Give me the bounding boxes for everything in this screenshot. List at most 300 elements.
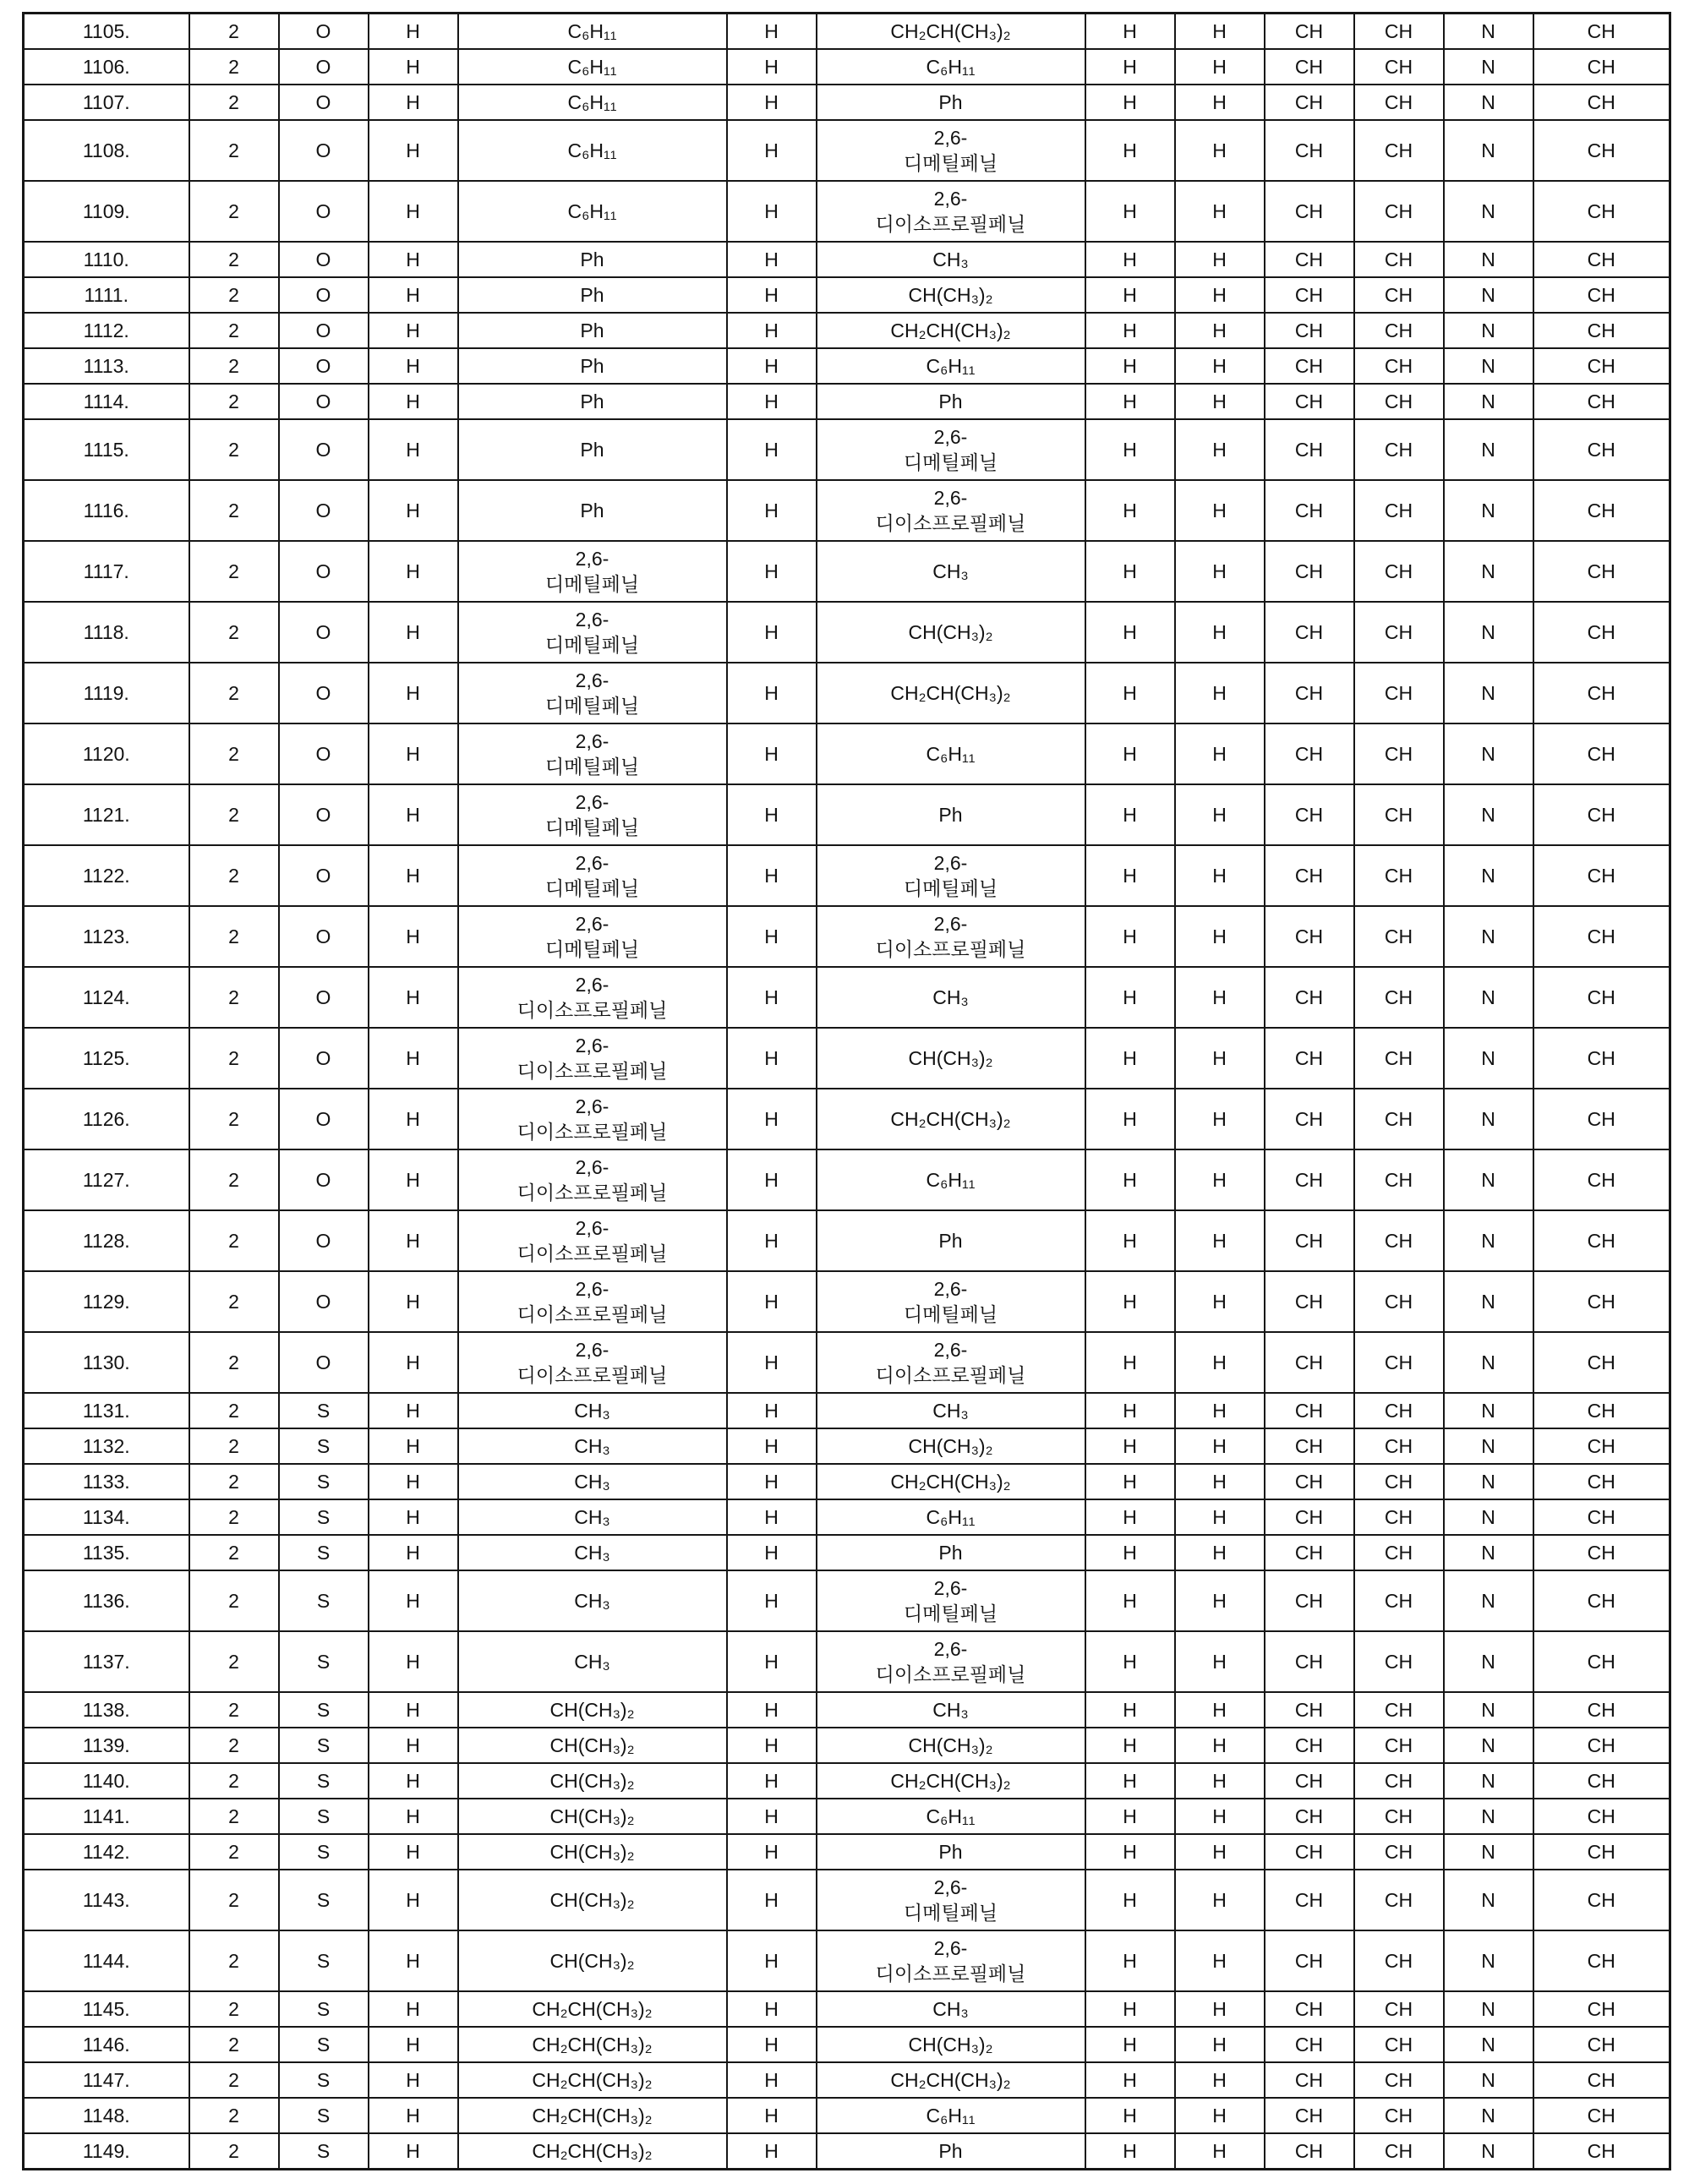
table-cell: H (1085, 541, 1175, 602)
table-cell: H (1175, 1428, 1265, 1464)
table-cell: CH (1533, 845, 1670, 906)
table-row (24, 2098, 1670, 2133)
table-cell: CH (1533, 480, 1670, 541)
table-cell: N (1444, 419, 1533, 480)
table-cell: 2 (189, 348, 279, 384)
table-cell: H (369, 663, 458, 723)
table-cell: 2,6- 디이소프로필페닐 (458, 1210, 727, 1271)
table-cell: H (727, 845, 817, 906)
table-cell: CH (1354, 1763, 1444, 1799)
table-cell: CH (1265, 348, 1354, 384)
table-cell: H (1175, 1799, 1265, 1834)
table-cell: H (1085, 1149, 1175, 1210)
table-cell: 2 (189, 85, 279, 120)
table-cell: N (1444, 906, 1533, 967)
row-number-cell: 1124. (24, 967, 189, 1028)
table-cell: CH₂CH(CH₃)₂ (817, 1089, 1085, 1149)
table-cell: H (1175, 419, 1265, 480)
table-cell: CH₃ (458, 1499, 727, 1535)
table-cell: H (727, 2133, 817, 2170)
table-cell: H (369, 541, 458, 602)
table-cell: H (1085, 1991, 1175, 2027)
table-cell: CH (1265, 1499, 1354, 1535)
table-cell: H (727, 14, 817, 50)
table-cell: 2,6- 디이소프로필페닐 (458, 1028, 727, 1089)
table-cell: Ph (458, 480, 727, 541)
table-cell: O (279, 967, 369, 1028)
row-number-cell: 1117. (24, 541, 189, 602)
table-cell: CH (1533, 181, 1670, 242)
table-cell: C₆H₁₁ (817, 1799, 1085, 1834)
table-cell: N (1444, 14, 1533, 50)
row-number-cell: 1146. (24, 2027, 189, 2062)
table-row (24, 277, 1670, 313)
table-row (24, 1393, 1670, 1428)
table-cell: H (1175, 313, 1265, 348)
row-number-cell: 1116. (24, 480, 189, 541)
table-cell: CH (1354, 602, 1444, 663)
table-cell: 2 (189, 49, 279, 85)
row-number-cell: 1125. (24, 1028, 189, 1089)
table-cell: H (727, 120, 817, 181)
table-cell: CH₂CH(CH₃)₂ (817, 2062, 1085, 2098)
table-cell: Ph (458, 419, 727, 480)
table-cell: O (279, 1271, 369, 1332)
table-cell: H (369, 277, 458, 313)
table-cell: CH (1265, 14, 1354, 50)
table-cell: H (1085, 1428, 1175, 1464)
row-number-cell: 1108. (24, 120, 189, 181)
table-cell: CH (1533, 1210, 1670, 1271)
table-cell: CH₂CH(CH₃)₂ (817, 313, 1085, 348)
table-cell: CH (1354, 120, 1444, 181)
table-cell: CH₂CH(CH₃)₂ (458, 2098, 727, 2133)
table-cell: H (727, 2027, 817, 2062)
table-cell: H (369, 1570, 458, 1631)
table-cell: CH₃ (458, 1535, 727, 1570)
table-cell: CH (1354, 1930, 1444, 1991)
table-cell: N (1444, 663, 1533, 723)
table-cell: N (1444, 1028, 1533, 1089)
table-cell: CH (1265, 845, 1354, 906)
table-row (24, 1089, 1670, 1149)
table-cell: 2 (189, 1393, 279, 1428)
table-cell: CH (1533, 1332, 1670, 1393)
table-cell: S (279, 1763, 369, 1799)
table-cell: CH₃ (817, 541, 1085, 602)
table-cell: Ph (817, 85, 1085, 120)
table-cell: H (369, 906, 458, 967)
table-cell: S (279, 1428, 369, 1464)
table-cell: S (279, 1570, 369, 1631)
table-row (24, 2062, 1670, 2098)
table-cell: CH (1533, 1149, 1670, 1210)
table-cell: 2,6- 디이소프로필페닐 (817, 480, 1085, 541)
table-row (24, 1631, 1670, 1692)
table-cell: CH (1533, 1870, 1670, 1930)
table-cell: H (369, 784, 458, 845)
table-cell: Ph (817, 2133, 1085, 2170)
table-cell: H (1085, 1799, 1175, 1834)
table-cell: 2 (189, 14, 279, 50)
table-cell: CH (1265, 1271, 1354, 1332)
table-cell: H (1175, 1834, 1265, 1870)
table-cell: H (1175, 1692, 1265, 1728)
table-cell: CH (1265, 1631, 1354, 1692)
table-cell: H (1085, 348, 1175, 384)
row-number-cell: 1127. (24, 1149, 189, 1210)
table-cell: H (1175, 1570, 1265, 1631)
table-cell: O (279, 602, 369, 663)
row-number-cell: 1120. (24, 723, 189, 784)
table-cell: H (1175, 14, 1265, 50)
table-cell: N (1444, 1393, 1533, 1428)
table-cell: 2 (189, 313, 279, 348)
table-cell: O (279, 348, 369, 384)
table-cell: 2 (189, 1631, 279, 1692)
table-cell: H (1085, 419, 1175, 480)
table-cell: H (1175, 2133, 1265, 2170)
table-cell: CH (1354, 1464, 1444, 1499)
table-row (24, 2133, 1670, 2170)
table-row (24, 181, 1670, 242)
table-cell: 2 (189, 1089, 279, 1149)
table-cell: N (1444, 1991, 1533, 2027)
table-cell: C₆H₁₁ (817, 1499, 1085, 1535)
table-cell: H (1175, 2062, 1265, 2098)
table-cell: 2 (189, 1834, 279, 1870)
table-cell: H (1175, 723, 1265, 784)
table-cell: CH (1533, 419, 1670, 480)
table-cell: H (727, 277, 817, 313)
table-cell: CH (1533, 723, 1670, 784)
table-cell: H (727, 1428, 817, 1464)
table-cell: H (727, 723, 817, 784)
table-cell: CH (1354, 480, 1444, 541)
table-cell: CH (1265, 1332, 1354, 1393)
table-cell: CH₃ (817, 1991, 1085, 2027)
table-cell: H (1175, 1149, 1265, 1210)
table-cell: O (279, 277, 369, 313)
table-cell: H (727, 967, 817, 1028)
table-cell: CH (1354, 1991, 1444, 2027)
table-cell: H (369, 348, 458, 384)
table-cell: H (369, 967, 458, 1028)
table-cell: H (1085, 480, 1175, 541)
table-row (24, 242, 1670, 277)
table-row (24, 845, 1670, 906)
table-cell: N (1444, 384, 1533, 419)
table-cell: CH (1354, 1692, 1444, 1728)
table-cell: H (727, 784, 817, 845)
table-cell: H (727, 242, 817, 277)
table-cell: H (1085, 1028, 1175, 1089)
row-number-cell: 1133. (24, 1464, 189, 1499)
row-number-cell: 1130. (24, 1332, 189, 1393)
table-cell: CH (1533, 384, 1670, 419)
table-cell: Ph (817, 1535, 1085, 1570)
table-cell: H (369, 845, 458, 906)
table-cell: CH₂CH(CH₃)₂ (458, 2062, 727, 2098)
table-cell: H (727, 1210, 817, 1271)
table-cell: H (727, 1930, 817, 1991)
table-cell: H (1085, 1535, 1175, 1570)
table-cell: H (369, 1499, 458, 1535)
table-cell: H (1085, 181, 1175, 242)
table-cell: CH (1533, 541, 1670, 602)
table-cell: N (1444, 2062, 1533, 2098)
table-cell: H (1175, 1499, 1265, 1535)
table-cell: O (279, 419, 369, 480)
table-cell: CH₂CH(CH₃)₂ (458, 2133, 727, 2170)
table-cell: S (279, 1631, 369, 1692)
table-cell: H (1085, 85, 1175, 120)
table-cell: CH (1533, 1930, 1670, 1991)
table-cell: 2 (189, 1028, 279, 1089)
table-cell: H (369, 1271, 458, 1332)
table-cell: CH (1265, 1991, 1354, 2027)
table-cell: H (1175, 845, 1265, 906)
table-cell: H (727, 1271, 817, 1332)
table-cell: Ph (458, 313, 727, 348)
table-cell: H (369, 1870, 458, 1930)
table-cell: O (279, 181, 369, 242)
table-cell: N (1444, 1570, 1533, 1631)
table-cell: H (369, 1763, 458, 1799)
table-cell: CH (1533, 14, 1670, 50)
table-cell: 2 (189, 419, 279, 480)
table-cell: H (369, 1332, 458, 1393)
table-cell: CH (1265, 419, 1354, 480)
table-row (24, 1028, 1670, 1089)
table-cell: CH (1354, 845, 1444, 906)
table-cell: C₆H₁₁ (817, 348, 1085, 384)
table-cell: O (279, 723, 369, 784)
row-number-cell: 1137. (24, 1631, 189, 1692)
table-cell: CH (1354, 1428, 1444, 1464)
table-cell: CH(CH₃)₂ (458, 1870, 727, 1930)
table-cell: CH (1354, 1271, 1444, 1332)
table-cell: H (1085, 723, 1175, 784)
table-cell: H (727, 1799, 817, 1834)
row-number-cell: 1105. (24, 14, 189, 50)
table-cell: CH₂CH(CH₃)₂ (458, 2027, 727, 2062)
table-cell: H (727, 1570, 817, 1631)
table-cell: S (279, 1799, 369, 1834)
table-cell: H (727, 663, 817, 723)
table-cell: H (1085, 2133, 1175, 2170)
table-cell: CH (1533, 313, 1670, 348)
table-row (24, 1332, 1670, 1393)
table-row (24, 784, 1670, 845)
table-cell: H (1175, 348, 1265, 384)
table-cell: H (1175, 1332, 1265, 1393)
table-row (24, 85, 1670, 120)
table-cell: CH (1354, 1089, 1444, 1149)
table-cell: 2,6- 디이소프로필페닐 (458, 967, 727, 1028)
table-cell: CH (1265, 602, 1354, 663)
table-cell: CH(CH₃)₂ (817, 1728, 1085, 1763)
table-cell: CH (1265, 1428, 1354, 1464)
table-cell: 2 (189, 1570, 279, 1631)
table-row (24, 723, 1670, 784)
table-cell: H (1085, 313, 1175, 348)
table-cell: H (369, 14, 458, 50)
table-cell: H (727, 602, 817, 663)
table-cell: CH (1265, 1210, 1354, 1271)
table-cell: H (369, 120, 458, 181)
table-cell: CH (1265, 1930, 1354, 1991)
table-cell: 2 (189, 384, 279, 419)
table-cell: N (1444, 1210, 1533, 1271)
table-cell: CH₃ (458, 1428, 727, 1464)
row-number-cell: 1118. (24, 602, 189, 663)
table-cell: H (727, 49, 817, 85)
table-cell: CH(CH₃)₂ (458, 1799, 727, 1834)
row-number-cell: 1136. (24, 1570, 189, 1631)
table-cell: CH (1354, 1028, 1444, 1089)
table-cell: CH (1265, 1799, 1354, 1834)
table-cell: H (1175, 967, 1265, 1028)
table-cell: H (1175, 541, 1265, 602)
table-cell: H (1175, 1535, 1265, 1570)
table-cell: H (727, 1728, 817, 1763)
table-cell: Ph (817, 784, 1085, 845)
table-row (24, 49, 1670, 85)
table-cell: H (1175, 1464, 1265, 1499)
table-cell: CH (1354, 181, 1444, 242)
table-cell: O (279, 1149, 369, 1210)
table-cell: CH (1354, 1799, 1444, 1834)
table-cell: 2 (189, 1870, 279, 1930)
table-cell: 2 (189, 541, 279, 602)
table-cell: H (369, 1991, 458, 2027)
table-cell: C₆H₁₁ (458, 85, 727, 120)
table-cell: 2 (189, 723, 279, 784)
table-cell: CH (1265, 1834, 1354, 1870)
table-cell: H (369, 1428, 458, 1464)
table-row (24, 1464, 1670, 1499)
table-cell: CH₂CH(CH₃)₂ (817, 14, 1085, 50)
table-cell: CH (1265, 2062, 1354, 2098)
table-cell: S (279, 1991, 369, 2027)
table-cell: 2 (189, 1499, 279, 1535)
table-cell: N (1444, 602, 1533, 663)
table-cell: H (369, 1393, 458, 1428)
table-cell: H (1085, 1763, 1175, 1799)
table-cell: O (279, 541, 369, 602)
table-cell: H (1085, 1464, 1175, 1499)
table-cell: CH (1354, 1499, 1444, 1535)
table-cell: 2 (189, 1799, 279, 1834)
table-cell: H (727, 1991, 817, 2027)
table-cell: H (369, 2098, 458, 2133)
table-cell: H (1085, 967, 1175, 1028)
table-cell: 2 (189, 663, 279, 723)
table-cell: S (279, 2133, 369, 2170)
table-cell: Ph (458, 242, 727, 277)
table-cell: CH(CH₃)₂ (458, 1728, 727, 1763)
table-cell: CH(CH₃)₂ (817, 602, 1085, 663)
table-row (24, 1834, 1670, 1870)
table-cell: CH (1533, 2062, 1670, 2098)
table-cell: N (1444, 1763, 1533, 1799)
table-cell: N (1444, 49, 1533, 85)
table-cell: H (1175, 663, 1265, 723)
table-cell: CH (1354, 313, 1444, 348)
table-cell: H (1175, 49, 1265, 85)
table-cell: H (727, 384, 817, 419)
table-cell: H (369, 1028, 458, 1089)
table-cell: CH (1354, 419, 1444, 480)
table-cell: H (727, 1028, 817, 1089)
table-cell: CH (1354, 49, 1444, 85)
table-cell: C₆H₁₁ (458, 120, 727, 181)
table-cell: 2 (189, 2027, 279, 2062)
table-cell: CH (1354, 1332, 1444, 1393)
row-number-cell: 1110. (24, 242, 189, 277)
table-cell: N (1444, 1271, 1533, 1332)
table-cell: H (369, 602, 458, 663)
table-cell: H (1085, 1870, 1175, 1930)
table-cell: N (1444, 2133, 1533, 2170)
table-cell: CH (1533, 242, 1670, 277)
table-cell: O (279, 1210, 369, 1271)
table-cell: 2 (189, 120, 279, 181)
table-cell: N (1444, 1089, 1533, 1149)
table-cell: H (369, 1728, 458, 1763)
table-cell: S (279, 1870, 369, 1930)
table-cell: CH (1533, 277, 1670, 313)
table-cell: CH (1354, 663, 1444, 723)
table-cell: H (1085, 663, 1175, 723)
table-cell: CH₂CH(CH₃)₂ (817, 1464, 1085, 1499)
table-cell: CH (1354, 277, 1444, 313)
table-cell: Ph (817, 1210, 1085, 1271)
table-cell: CH (1265, 242, 1354, 277)
table-cell: CH₃ (458, 1631, 727, 1692)
table-cell: H (1175, 120, 1265, 181)
table-cell: Ph (458, 348, 727, 384)
table-cell: 2 (189, 602, 279, 663)
table-cell: CH (1533, 120, 1670, 181)
table-cell: H (1175, 181, 1265, 242)
table-cell: S (279, 1834, 369, 1870)
table-cell: CH (1533, 1692, 1670, 1728)
table-cell: CH (1354, 2133, 1444, 2170)
table-cell: 2 (189, 967, 279, 1028)
row-number-cell: 1121. (24, 784, 189, 845)
table-cell: 2,6- 디이소프로필페닐 (817, 906, 1085, 967)
table-row (24, 1799, 1670, 1834)
table-row (24, 2027, 1670, 2062)
table-cell: H (369, 1631, 458, 1692)
table-cell: CH (1354, 1834, 1444, 1870)
table-cell: CH₃ (817, 242, 1085, 277)
row-number-cell: 1134. (24, 1499, 189, 1535)
table-cell: C₆H₁₁ (458, 181, 727, 242)
table-cell: H (1085, 277, 1175, 313)
table-cell: N (1444, 784, 1533, 845)
table-cell: H (727, 1393, 817, 1428)
table-cell: CH (1354, 1535, 1444, 1570)
table-row (24, 14, 1670, 50)
table-cell: Ph (817, 384, 1085, 419)
row-number-cell: 1112. (24, 313, 189, 348)
table-cell: CH (1354, 384, 1444, 419)
table-cell: CH (1265, 480, 1354, 541)
row-number-cell: 1126. (24, 1089, 189, 1149)
